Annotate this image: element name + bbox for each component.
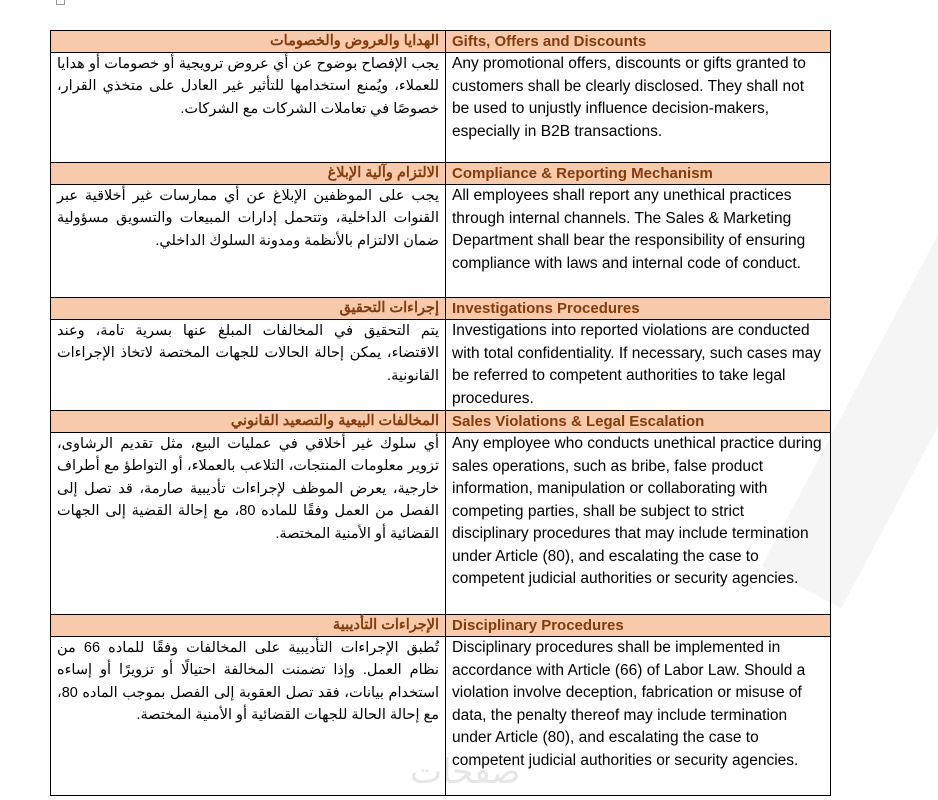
body-ar: تُطبق الإجراءات التأديبية على المخالفات وفقًا للماده 66 من نظام العمل. وإذا تضمنت المخالفة احتيالًا أو تزويرًا أو إساءه استخدام بيانات، فقد تصل العقوبة إلى الفصل بموجب الماده 80، مع إحالة الحالة للجهات القضائية أو الأمنية المختصة.	[51, 637, 446, 796]
header-ar: إجراءات التحقيق	[51, 298, 446, 320]
header-en: Investigations Procedures	[446, 298, 831, 320]
section-body-sales-violations	[51, 433, 831, 615]
header-ar: الهدايا والعروض والخصومات	[51, 31, 446, 53]
header-ar: المخالفات البيعية والتصعيد القانوني	[51, 411, 446, 433]
policy-table	[50, 30, 831, 796]
page-corner-marker	[56, 0, 65, 5]
section-header-gifts	[51, 31, 831, 53]
body-ar: يجب على الموظفين الإبلاغ عن أي ممارسات غير أخلاقية عبر القنوات الداخلية، وتتحمل إدارات المبيعات والتسويق مسؤولية ضمان الالتزام بالأنظمة ومدونة السلوك الداخلي.	[51, 185, 446, 298]
header-en: Compliance & Reporting Mechanism	[446, 163, 831, 185]
section-body-disciplinary	[51, 637, 831, 796]
section-body-investigations	[51, 320, 831, 411]
body-en: All employees shall report any unethical practices through internal channels. The Sales & Marketing Department shall bear the responsibility of ensuring compliance with laws and internal code of conduct.	[446, 185, 831, 298]
header-en: Gifts, Offers and Discounts	[446, 31, 831, 53]
section-body-gifts	[51, 53, 831, 163]
section-header-investigations	[51, 298, 831, 320]
body-ar: يجب الإفصاح بوضوح عن أي عروض ترويجية أو خصومات أو هدايا للعملاء، ويُمنع استخدامها للتأثير غير العادل على متخذي القرار، خصوصًا في تعاملات الشركات مع الشركات.	[51, 53, 446, 163]
body-en: Disciplinary procedures shall be implemented in accordance with Article (66) of Labor Law. Should a violation involve deception, fabrication or misuse of data, the penalty thereof may include termination under Article (80), and escalating the case to competent judicial authorities or security agencies.	[446, 637, 831, 796]
section-header-sales-violations	[51, 411, 831, 433]
header-en: Sales Violations & Legal Escalation	[446, 411, 831, 433]
body-en: Any promotional offers, discounts or gifts granted to customers shall be clearly disclosed. They shall not be used to unjustly influence decision-makers, especially in B2B transactions.	[446, 53, 831, 163]
header-ar: الالتزام وآلية الإبلاغ	[51, 163, 446, 185]
body-en: Any employee who conducts unethical practice during sales operations, such as bribe, false product information, manipulation or collaborating with competing parties, shall be subject to strict disciplinary procedures that may include termination under Article (80), and escalating the case to competent judicial authorities or security agencies.	[446, 433, 831, 615]
body-en: Investigations into reported violations are conducted with total confidentiality. If necessary, such cases may be referred to competent authorities to take legal procedures.	[446, 320, 831, 411]
body-ar: أي سلوك غير أخلاقي في عمليات البيع، مثل تقديم الرشاوى، تزوير معلومات المنتجات، التلاعب بالعملاء، أو التواطؤ مع أطراف خارجية، يعرض الموظف لإجراءات تأديبية صارمة، قد تصل إلى الفصل من العمل وفقًا للماده 80، مع إحالة القضية إلى الجهات القضائية أو الأمنية المختصة.	[51, 433, 446, 615]
section-header-disciplinary	[51, 615, 831, 637]
header-en: Disciplinary Procedures	[446, 615, 831, 637]
header-ar: الإجراءات التأديبية	[51, 615, 446, 637]
section-header-compliance	[51, 163, 831, 185]
watermark-logo: صفحات	[410, 752, 521, 792]
body-ar: يتم التحقيق في المخالفات المبلغ عنها بسرية تامة، وعند الاقتضاء، يمكن إحالة الحالات للجهات المختصة لاتخاذ الإجراءات القانونية.	[51, 320, 446, 411]
section-body-compliance	[51, 185, 831, 298]
